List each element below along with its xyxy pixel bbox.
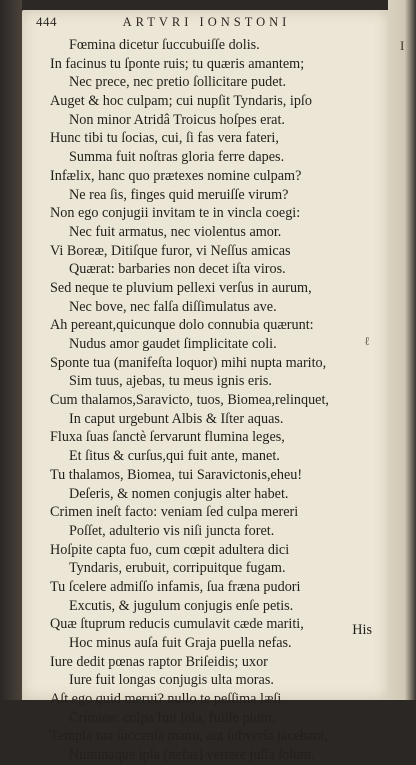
verse-line: Summa fuit noſtras gloria ferre dapes.: [69, 149, 285, 166]
verse-line: Hunc tibi tu ſocias, cui, ſi fas vera fateri,: [50, 130, 279, 147]
verse-line: Crimen ineſt facto: veniam ſed culpa mereri: [50, 504, 299, 521]
verse-line: Deſeris, & nomen conjugis alter habet.: [69, 485, 289, 502]
verse-line: In facinus tu ſponte ruis; tu quæris amantem;: [50, 55, 305, 72]
verse-line: Sed neque te pluvium pellexi verſus in aurum,: [50, 279, 312, 296]
verse-line: Nudus amor gaudet ſimplicitate coli.: [69, 336, 277, 352]
running-head: [36, 14, 376, 30]
verse-line: Ah pereant,quicunque dolo connubia quærunt:: [50, 317, 314, 334]
verse-line: Numinaque ipſa (nefas) vertere juſſa ſolum.: [69, 747, 315, 764]
verse-line: Tu ſcelere admiſſo infamis, ſua fræna pudori: [50, 578, 301, 595]
verse-line: Sponte tua (manifeſta loquor) mihi nupta marito,: [50, 354, 327, 371]
verse-line: Hoc minus auſa fuit Graja puella nefas.: [69, 635, 292, 651]
verse-line: Nec prece, nec pretio ſollicitare pudet.: [69, 74, 287, 91]
verse-line: Fœmina dicetur ſuccubuiſſe dolis.: [69, 37, 260, 53]
verse-line: Tyndaris, erubuit, corripuitque fugam.: [69, 560, 286, 577]
verse-line: Quærat: barbaries non decet iſta viros.: [69, 261, 286, 278]
running-title: ARTVRI IONSTONI: [122, 15, 291, 29]
verse-line: Nec bove, nec falſa diſſimulatus ave.: [69, 298, 277, 315]
verse-line: Sim tuus, ajebas, tu meus ignis eris.: [69, 373, 272, 390]
verse-line: Tu thalamos, Biomea, tui Saravictonis,eheu!: [50, 466, 303, 483]
verse-line: Non ego conjugii invitam te in vincla coegi:: [50, 205, 301, 222]
verse-line: Poſſet, adulterio vis niſi juncta foret.: [69, 522, 275, 539]
verse-line: Iure dedit pœnas raptor Briſeidis; uxor: [50, 653, 268, 670]
catchword: His: [352, 622, 372, 638]
verse-line: Nec fuit armatus, nec violentus amor.: [69, 223, 282, 240]
verse-line: Ne rea ſis, finges quid meruiſſe virum?: [69, 186, 289, 203]
verse-line: Iure fuit longas conjugis ulta moras.: [69, 672, 274, 689]
verse-line: Fluxa ſuas ſanctè ſervarunt flumina leges,: [50, 429, 285, 446]
verse-line: Auget & hoc culpam; cui nupſit Tyndaris, ipſo: [50, 93, 312, 110]
margin-annotation: ℓ: [364, 334, 370, 348]
verse-line: Excutis, & jugulum conjugis enſe petis.: [69, 597, 294, 614]
verse-line: Non minor Atridâ Troicus hoſpes erat.: [69, 111, 285, 128]
verse-line: Et ſitus & curſus,qui fuit ante, manet.: [69, 448, 280, 465]
verse-line: Quæ ſtuprum reducis cumulavit cæde mariti,: [50, 616, 304, 633]
verse-line: In caput urgebunt Albis & Iſter aquas.: [69, 410, 284, 427]
page-number: 444: [36, 14, 57, 29]
verse-line: Infælix, hanc quo prætexes nomine culpam?: [50, 167, 302, 184]
verse-line: Vi Boreæ, Ditiſque furor, vi Neſſus amicas: [50, 242, 291, 259]
facing-page-glyph: I: [400, 38, 405, 53]
poem-text: [50, 36, 372, 765]
verse-line: Aſt ego quid merui? nullo te peſſima læſi: [50, 691, 282, 708]
verse-line: Hoſpite capta fuo, cum cœpit adultera dici: [50, 541, 290, 558]
verse-line: Cum thalamos,Saravicto, tuos, Biomea,relinquet,: [50, 392, 329, 409]
verse-line: Templa tua ſuccenſa manu, aut ſubverſa jacebant,: [50, 728, 328, 745]
binding-gutter: [0, 0, 22, 700]
verse-line: Crimine: culpa fuit ſola, fuiſſe pium.: [69, 709, 276, 726]
facing-page-edge: [388, 0, 416, 700]
